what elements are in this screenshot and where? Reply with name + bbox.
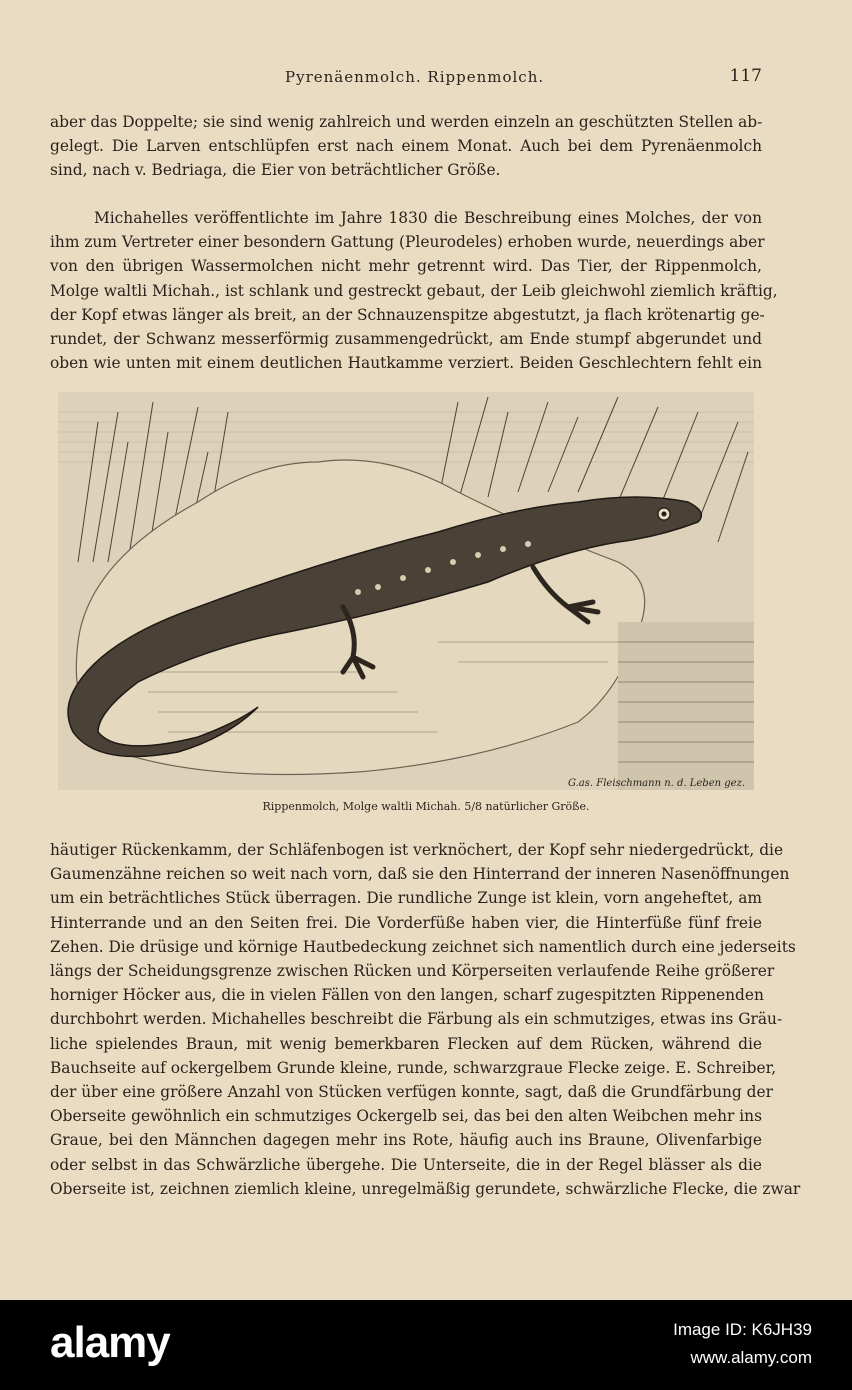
- text-line: von den übrigen Wassermolchen nicht mehr getrennt wird. Das Tier, der Rippenmolch,: [50, 257, 762, 276]
- engraving-drawing: [58, 392, 754, 790]
- paragraph-3: [50, 838, 801, 1201]
- page-number: 117: [729, 66, 762, 86]
- paragraph-2: [50, 206, 778, 375]
- text-line: längs der Scheidungsgrenze zwischen Rücken und Körperseiten verlaufende Reihe größerer: [50, 962, 775, 981]
- text-line: Molge waltli Michah., ist schlank und gestreckt gebaut, der Leib gleichwohl ziemlich kräftig,: [50, 281, 778, 300]
- text-line: Graue, bei den Männchen dagegen mehr ins Rote, häufig auch ins Braune, Olivenfarbige: [50, 1131, 762, 1150]
- text-line: liche spielendes Braun, mit wenig bemerkbaren Flecken auf dem Rücken, während die: [50, 1034, 762, 1053]
- text-line: oben wie unten mit einem deutlichen Hautkamme verziert. Beiden Geschlechtern fehlt ein: [50, 354, 762, 373]
- text-line: Oberseite ist, zeichnen ziemlich kleine, unregelmäßig gerundete, schwärzliche Flecke, die zwar: [50, 1179, 801, 1198]
- text-line: aber das Doppelte; sie sind wenig zahlreich und werden einzeln an geschützten Stellen ab-: [50, 113, 763, 131]
- text-line: der Kopf etwas länger als breit, an der Schnauzenspitze abgestutzt, ja flach krötenartig ge-: [50, 305, 765, 324]
- text-line: rundet, der Schwanz messerförmig zusammengedrückt, am Ende stumpf abgerundet und: [50, 330, 762, 349]
- site-url: www.alamy.com: [690, 1348, 812, 1367]
- text-line: der über eine größere Anzahl von Stücken verfügen konnte, sagt, daß die Grundfärbung der: [50, 1083, 773, 1102]
- text-line: ihm zum Vertreter einer besondern Gattung (Pleurodeles) erhoben wurde, neuerdings aber: [50, 233, 765, 252]
- text-line: durchbohrt werden. Michahelles beschreibt die Färbung als ein schmutziges, etwas ins Gräu-: [50, 1010, 783, 1029]
- text-line: häutiger Rückenkamm, der Schläfenbogen ist verknöchert, der Kopf sehr niedergedrückt, die: [50, 841, 784, 859]
- brand-logo: alamy: [50, 1318, 170, 1367]
- figure-caption: Rippenmolch, Molge waltli Michah. 5/8 natürlicher Größe.: [262, 800, 590, 813]
- text-line: Zehen. Die drüsige und körnige Hautbedeckung zeichnet sich namentlich durch eine jederseits: [50, 937, 796, 956]
- paragraph-1: [50, 110, 762, 183]
- text-line: gelegt. Die Larven entschlüpfen erst nach einem Monat. Auch bei dem Pyrenäenmolch: [50, 137, 762, 156]
- running-header: [50, 66, 762, 92]
- text-line: Gaumenzähne reichen so weit nach vorn, daß sie den Hinterrand der inneren Nasenöffnungen: [50, 865, 790, 884]
- text-line: horniger Höcker aus, die in vielen Fällen von den langen, scharf zugespitzten Rippenenden: [50, 986, 764, 1005]
- image-id-label: Image ID: K6JH39: [673, 1320, 812, 1339]
- text-line: Michahelles veröffentlichte im Jahre 1830 die Beschreibung eines Molches, der von: [94, 209, 762, 227]
- text-line: sind, nach v. Bedriaga, die Eier von beträchtlicher Größe.: [50, 161, 501, 180]
- text-line: Bauchseite auf ockergelbem Grunde kleine, runde, schwarzgraue Flecke zeige. E. Schreiber,: [50, 1058, 777, 1077]
- salamander-illustration: [58, 392, 754, 790]
- text-line: Oberseite gewöhnlich ein schmutziges Ockergelb sei, das bei den alten Weibchen mehr ins: [50, 1107, 762, 1126]
- text-line: Hinterrande und an den Seiten frei. Die Vorderfüße haben vier, die Hinterfüße fünf freie: [50, 913, 762, 932]
- artist-signature: G.as. Fleischmann n. d. Leben gez.: [568, 778, 746, 789]
- text-line: um ein beträchtliches Stück überragen. Die rundliche Zunge ist klein, vorn angeheftet, am: [50, 889, 762, 908]
- text-line: oder selbst in das Schwärzliche übergehe. Die Unterseite, die in der Regel blässer als die: [50, 1155, 762, 1174]
- running-title: Pyrenäenmolch. Rippenmolch.: [285, 68, 545, 86]
